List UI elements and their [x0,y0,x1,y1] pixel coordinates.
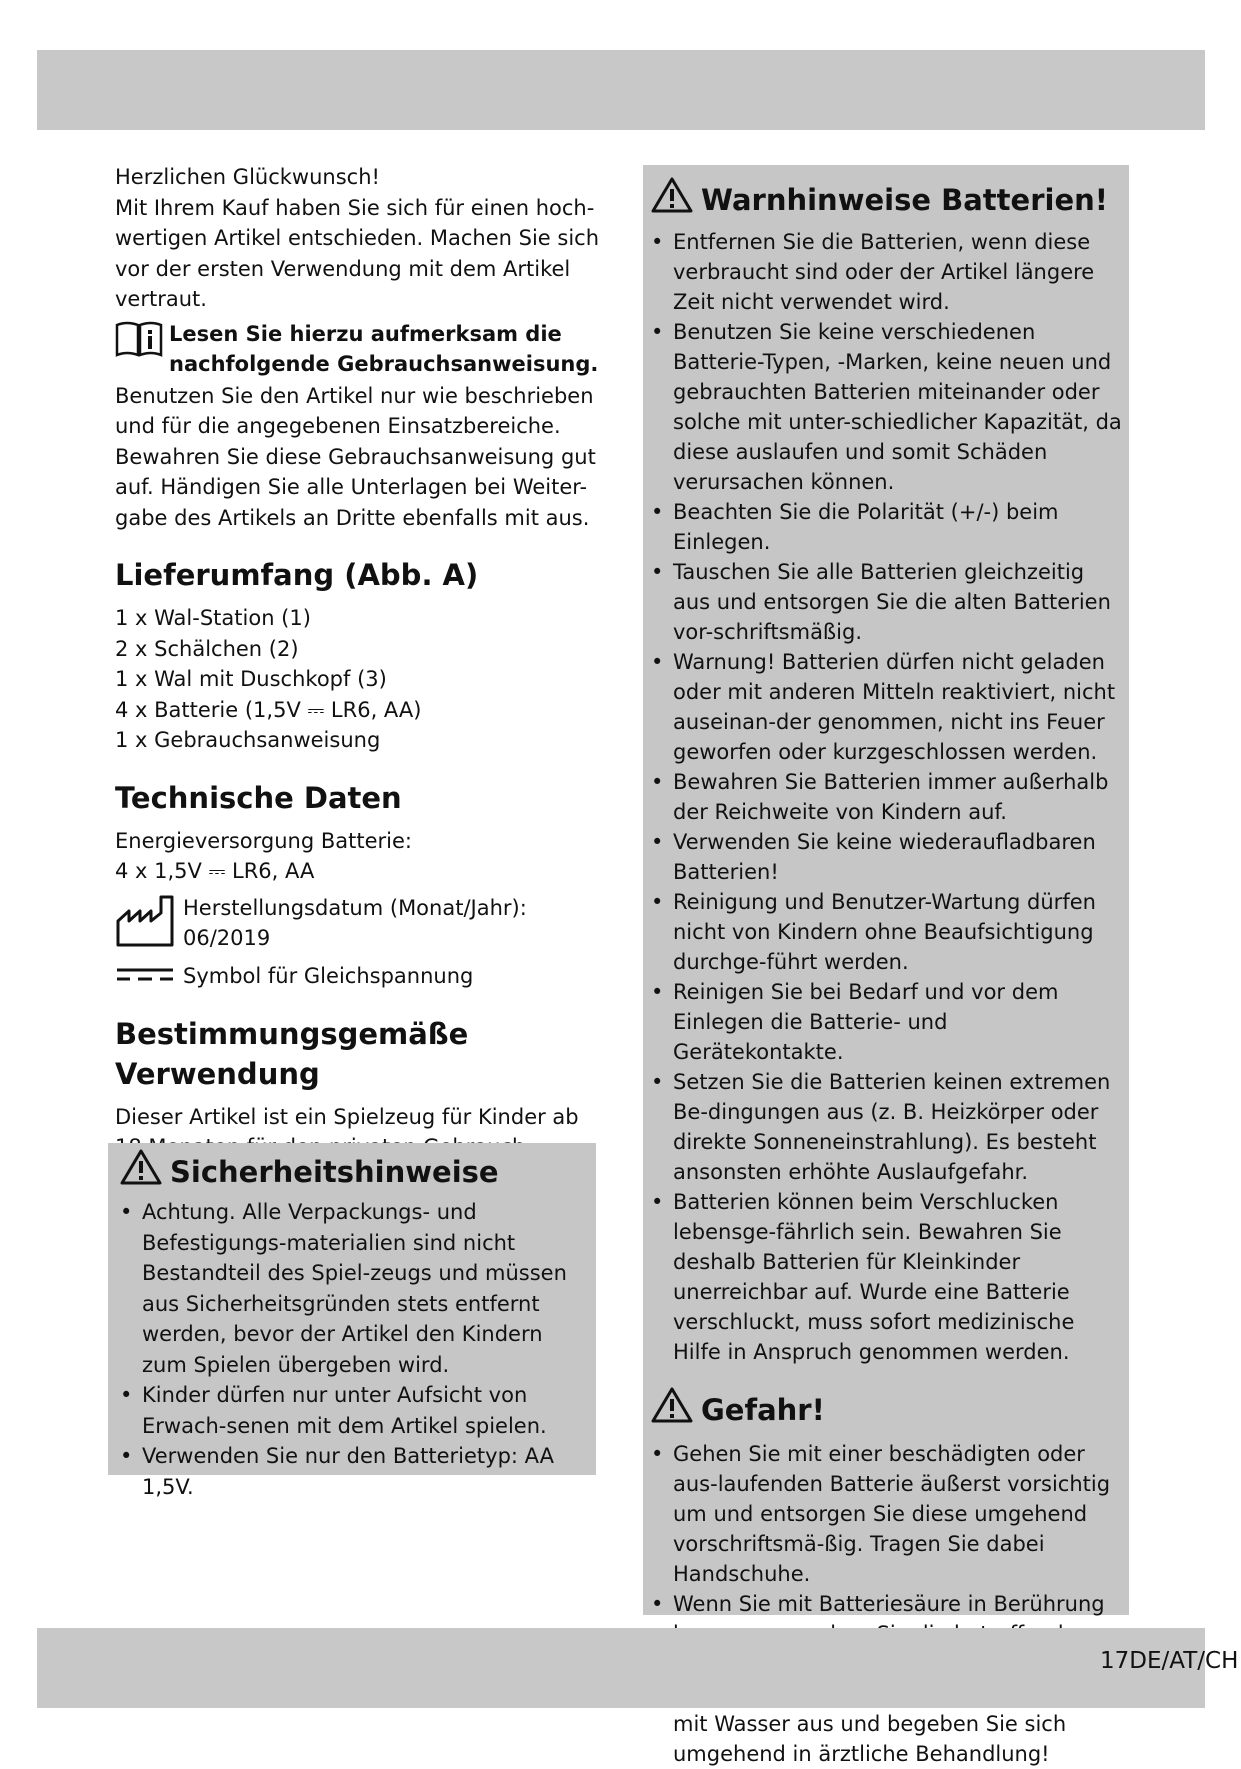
list-item: 1 x Gebrauchsanweisung [115,728,381,752]
safety-list [120,1197,584,1502]
battery-warning-list [651,227,1123,1367]
warning-icon [651,177,693,223]
list-item: • Benutzen Sie keine verschiedenen Batterie-Typen, -Marken, keine neuen und gebrauchten Batterien miteinander oder solche mit unter-schiedlicher Kapazität, da diese auslaufen und somit Schäden verursachen können. [651,317,1123,497]
greeting: Herzlichen Glückwunsch! [115,165,380,189]
power-label: Energieversorgung Batterie: [115,828,412,853]
dc-symbol-row [115,961,610,992]
list-item: • Reinigung und Benutzer-Wartung dürfen nicht von Kindern ohne Beaufsichtigung durchge-führt werden. [651,887,1123,977]
manufacture-date-value: 06/2019 [183,926,271,950]
list-item: • Warnung! Batterien dürfen nicht geladen oder mit anderen Mitteln reaktiviert, nicht auseinan-der genommen, nicht ins Feuer geworfen oder kurzgeschlossen werden. [651,647,1123,767]
page-number: 17DE/AT/CH [1100,1648,1239,1674]
list-item: • Batterien können beim Verschlucken lebensge-fährlich sein. Bewahren Sie deshalb Batterien für Kleinkinder unerreichbar auf. Wurde eine Batterie verschluckt, muss sofort medizinische Hilfe in Anspruch genommen werden. [651,1187,1123,1367]
list-item: 1 x Wal-Station (1) [115,606,311,630]
list-item: • Verwenden Sie nur den Batterietyp: AA 1,5V. [120,1441,584,1502]
danger-list [651,1439,1123,1769]
list-item: • Verwenden Sie keine wiederaufladbaren Batterien! [651,827,1123,887]
heading-technische-daten: Technische Daten [115,780,402,815]
bestimmung-text: Dieser Artikel ist ein Spielzeug für Kinder ab [115,1104,579,1129]
battery-warning-heading: Warnhinweise Batterien! [701,183,1108,217]
list-item: • Setzen Sie die Batterien keinen extremen Be-dingungen aus (z. B. Heizkörper oder direkte Sonneneinstrahlung). Es besteht ansonsten erhöhte Auslaufgefahr. [651,1067,1123,1187]
battery-warning-title [651,177,1123,223]
list-item: • Gehen Sie mit einer beschädigten oder aus-laufenden Batterie äußerst vorsichtig um und entsorgen Sie diese umgehend vorschriftsmä-ßig. Tragen Sie dabei Handschuhe. [651,1439,1123,1589]
battery-warning-box [643,165,1129,1766]
list-item: 1 x Wal mit Duschkopf (3) [115,667,387,691]
list-item: • Wenn Sie mit Batteriesäure in Berührung mit Wasser aus und begeben Sie sich umgehend in ärztliche Behandlung! [651,1589,1123,1769]
power-value: 4 x 1,5V ⎓ LR6, AA [115,859,315,883]
header-band [37,50,1205,130]
safety-box [108,1143,596,1499]
list-item: • Beachten Sie die Polarität (+/-) beim Einlegen. [651,497,1123,557]
heading-bestimmung-line2: Verwendung [115,1056,320,1091]
safety-heading: Sicherheitshinweise [170,1155,499,1189]
book-info-icon [115,321,163,365]
left-column [115,162,610,1163]
list-item: • Entfernen Sie die Batterien, wenn diese verbraucht sind oder der Artikel längere Zeit nicht verwendet wird. [651,227,1123,317]
footer-band [37,1628,1205,1708]
danger-title [651,1387,1123,1433]
list-item: • Tauschen Sie alle Batterien gleichzeitig aus und entsorgen Sie die alten Batterien vor-schriftsmäßig. [651,557,1123,647]
intro-text: Mit Ihrem Kauf haben Sie sich für einen hoch-wertigen Artikel entschieden. Machen Sie sich vor der ersten Verwendung mit dem Artikel vertraut. [115,195,600,311]
danger-heading: Gefahr! [701,1393,825,1427]
list-item: • Bewahren Sie Batterien immer außerhalb der Reichweite von Kindern auf. [651,767,1123,827]
usage-text: Benutzen Sie den Artikel nur wie beschrieben und für die angegebenen Einsatzbereiche. Bewahren Sie diese Gebrauchsanweisung gut auf. Händigen Sie alle Unterlagen bei Weiter-gabe des Artikels an Dritte ebenfalls mit aus. [115,383,596,530]
heading-bestimmung-line1: Bestimmungsgemäße [115,1016,469,1051]
list-item: 2 x Schälchen (2) [115,636,299,661]
direct-current-icon [115,961,175,992]
delivery-list [115,603,610,756]
manufacture-date-row [115,893,610,958]
manufacture-date-label: Herstellungsdatum (Monat/Jahr): [183,895,527,920]
read-instructions-note [115,319,610,379]
list-item: • Achtung. Alle Verpackungs- und Befestigungs-materialien sind nicht Bestandteil des Spiel-zeugs und müssen aus Sicherheitsgründen stets entfernt werden, bevor der Artikel den Kindern zum Spielen übergeben wird. [120,1197,584,1380]
read-instructions-text: Lesen Sie hierzu aufmerksam die nachfolgende Gebrauchsanweisung. [169,321,599,376]
list-item: • Reinigen Sie bei Bedarf und vor dem Einlegen die Batterie- und Gerätekontakte. [651,977,1123,1067]
warning-icon [120,1149,162,1195]
warning-icon [651,1387,693,1433]
list-item: • Kinder dürfen nur unter Aufsicht von Erwach-senen mit dem Artikel spielen. [120,1380,584,1441]
safety-title [120,1149,584,1195]
heading-lieferumfang: Lieferumfang (Abb. A) [115,558,479,592]
list-item: 4 x Batterie (1,5V ⎓ LR6, AA) [115,697,422,722]
factory-icon [115,893,175,958]
dc-symbol-label: Symbol für Gleichspannung [183,964,474,988]
